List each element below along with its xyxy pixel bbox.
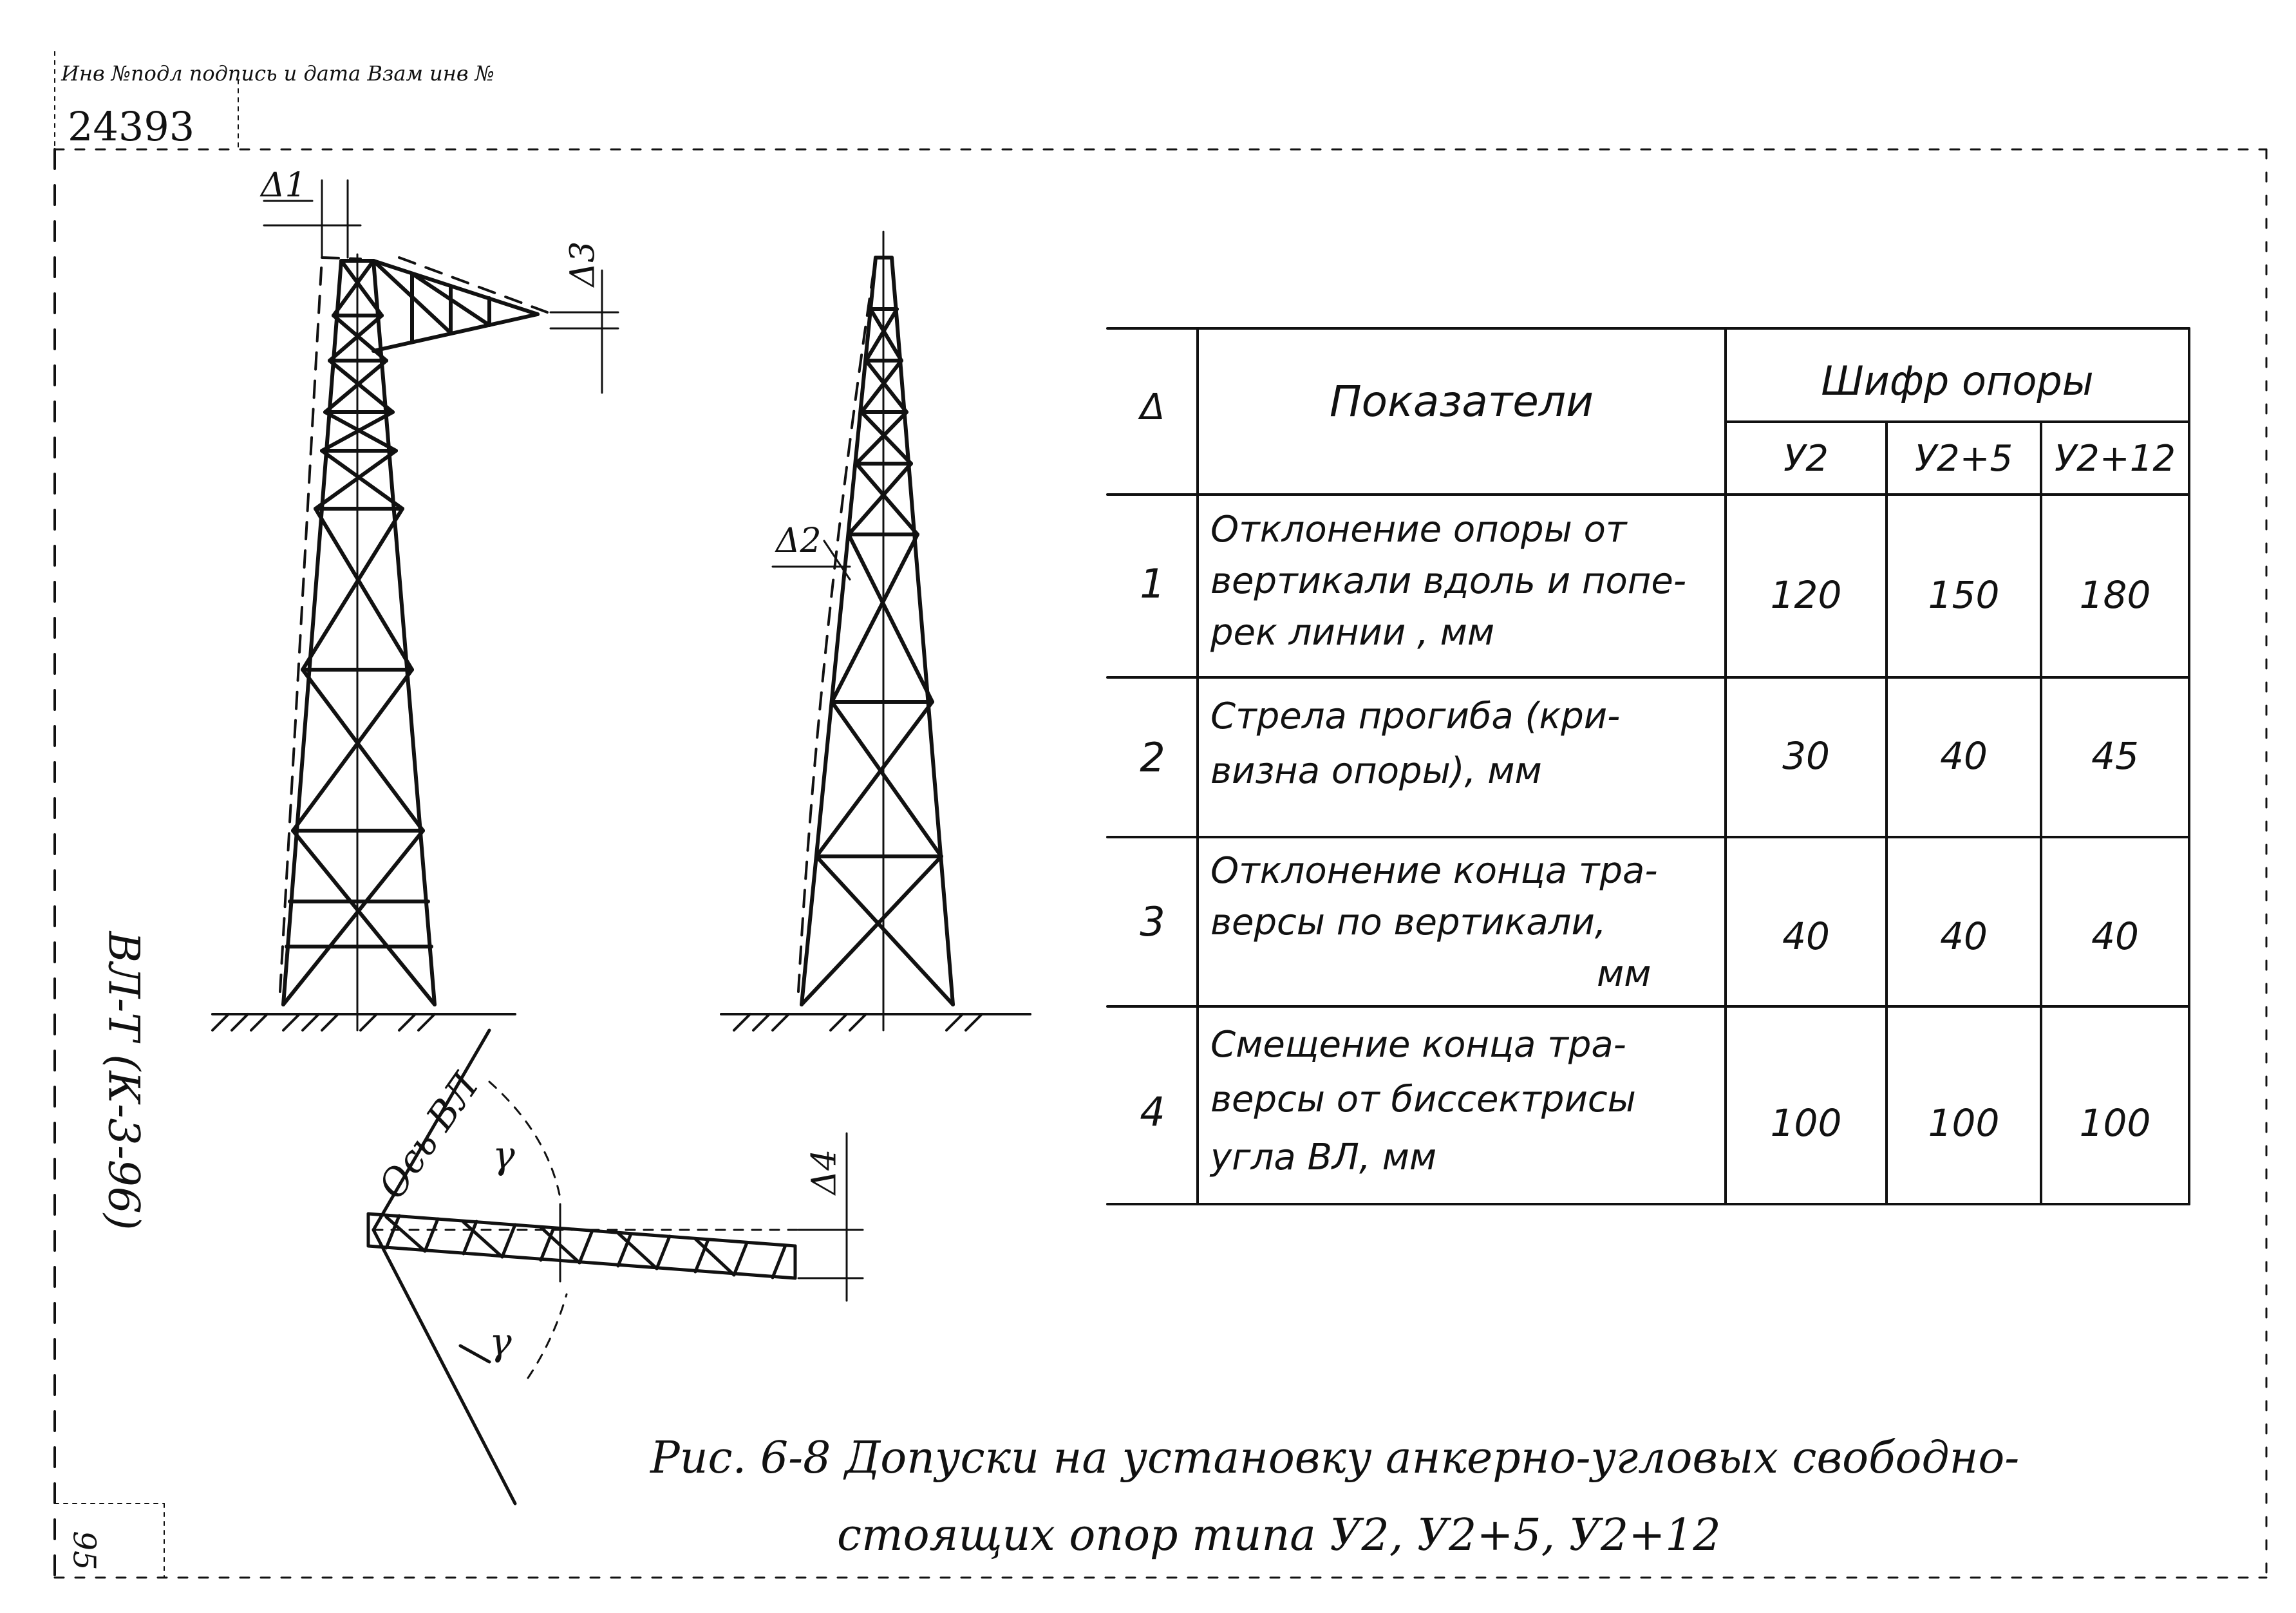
table-row-3-value-2: 40 [1940, 914, 1988, 958]
table-row-2-value-1: 30 [1782, 734, 1830, 778]
table-row-2-delta: 2 [1140, 734, 1165, 781]
label-gamma-bottom: γ [489, 1320, 512, 1364]
tower-front-view [283, 254, 538, 1030]
table-code-u2-5: У2+5 [1914, 438, 2013, 480]
caption-line-1: Рис. 6-8 Допуски на установку анкерно-угловых свободно- [650, 1433, 2020, 1484]
table-header-code: Шифр опоры [1821, 357, 2094, 404]
table-row-3-delta: 3 [1140, 898, 1165, 945]
table-header-indicators: Показатели [1330, 377, 1594, 426]
ground-line-2 [721, 1014, 1030, 1030]
ground-line-1 [212, 1014, 515, 1030]
table-row-2-text-2: визна опоры), мм [1210, 750, 1542, 792]
table-row-1-value-3: 180 [2079, 573, 2151, 617]
table-row-4-value-3: 100 [2079, 1101, 2151, 1145]
caption-line-2: стоящих опор типа У2, У2+5, У2+12 [837, 1510, 1721, 1561]
table-row-1-text-2: вертикали вдоль и попе- [1210, 560, 1687, 602]
table-row-4-delta: 4 [1140, 1088, 1165, 1135]
table-row-2-value-3: 45 [2091, 734, 2139, 778]
table-row-3-value-1: 40 [1782, 914, 1830, 958]
side-label: ВЛ-Т (К-3-96) [99, 931, 149, 1231]
table-row-4-value-1: 100 [1770, 1101, 1842, 1145]
stamp-header: Инв №подл подпись и дата Взам инв № [61, 61, 494, 86]
page-number: 95 [66, 1531, 102, 1571]
table-row-4-text-1: Смещение конца тра- [1210, 1024, 1626, 1066]
label-axis: Ось ВЛ [370, 1064, 487, 1207]
table-header-delta: Δ [1140, 386, 1165, 428]
table-row-4-text-3: угла ВЛ, мм [1210, 1137, 1437, 1178]
table-row-4-text-2: версы от биссектрисы [1210, 1079, 1636, 1120]
label-d1: Δ1 [261, 166, 306, 205]
table-code-u2: У2 [1783, 438, 1829, 480]
label-d3: Δ3 [563, 241, 603, 287]
table-row-3-value-3: 40 [2091, 914, 2139, 958]
table-row-1-delta: 1 [1140, 560, 1165, 607]
dimension-d3 [550, 270, 618, 393]
tower-front-deformed [280, 258, 547, 992]
table-row-3-text-3: мм [1597, 953, 1651, 995]
label-d2: Δ2 [776, 522, 822, 560]
table-row-3-text-2: версы по вертикали, [1210, 901, 1606, 943]
label-d4: Δ4 [805, 1149, 844, 1195]
table-row-2-value-2: 40 [1940, 734, 1988, 778]
label-gamma-top: γ [493, 1133, 515, 1177]
stamp-number: 24393 [68, 103, 195, 150]
tower-side-view [802, 232, 953, 1030]
table-row-1-value-2: 150 [1928, 573, 2000, 617]
table-row-3-text-1: Отклонение конца тра- [1210, 850, 1658, 892]
table-row-1-text-3: рек линии , мм [1210, 612, 1495, 654]
table-row-1-text-1: Отклонение опоры от [1210, 509, 1627, 551]
table-row-1-value-1: 120 [1770, 573, 1842, 617]
table-code-u2-12: У2+12 [2055, 438, 2176, 480]
table-row-2-text-1: Стрела прогиба (кри- [1210, 695, 1621, 737]
table-row-4-value-2: 100 [1928, 1101, 2000, 1145]
